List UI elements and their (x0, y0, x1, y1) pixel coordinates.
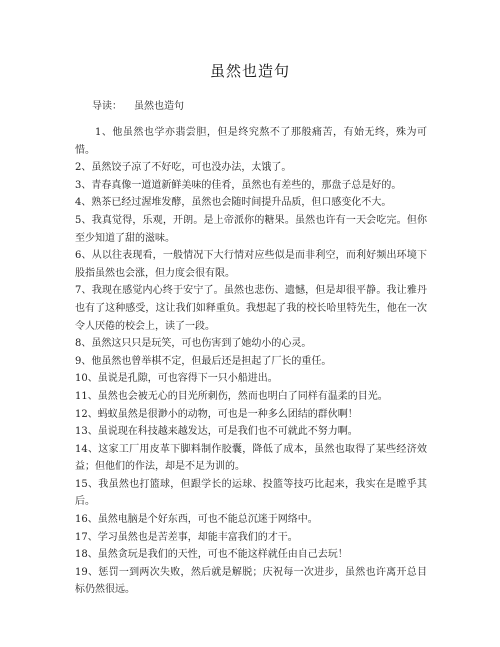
list-item: 15、我虽然也打篮球，但跟学长的运球、投篮等技巧比起来，我实在是瞠乎其后。 (75, 478, 427, 508)
list-item: 17、学习虽然也是苦差事，却能丰富我们的才干。 (75, 531, 298, 543)
list-item: 18、虽然贪玩是我们的天性，可也不能这样就任由自己去玩！ (75, 549, 348, 561)
intro-line (92, 97, 184, 112)
list-item: 11、虽然也会被无心的目光所刺伤，然而也明白了同样有温柔的目光。 (75, 390, 388, 402)
list-item: 14、这家工厂用皮革下脚料制作胶囊，降低了成本，虽然也取得了某些经济效益；但他们的作法，却是不足为训的。 (75, 443, 427, 473)
list-item: 16、虽然电脑是个好东西，可也不能总沉迷于网络中。 (75, 514, 318, 526)
sentence-list (75, 124, 427, 599)
list-item: 5、我真觉得，乐观，开朗。是上帝派你的糖果。虽然也许有一天会吃完。但你至少知道了甜的滋味。 (75, 214, 427, 244)
list-item: 6、从以往表现看，一般情况下大行情对应些似是而非利空，而利好频出环境下股指虽然也会涨，但力度会很有限。 (75, 250, 427, 279)
list-item: 12、蚂蚁虽然是很渺小的动物，可也是一种多么团结的群伙啊！ (75, 408, 358, 420)
list-item: 3、青春真像一道道新鲜美味的佳肴，虽然也有差些的，那盘子总是好的。 (75, 179, 402, 191)
page-title: 虽然也造句 (209, 62, 290, 80)
list-item: 8、虽然这只只是玩笑，可也伤害到了她幼小的心灵。 (75, 338, 312, 350)
list-item: 2、虽然饺子凉了不好吃，可也没办法，太饿了。 (75, 162, 292, 174)
list-item: 13、虽说现在科技越来越发达，可是我们也不可就此不努力啊。 (75, 426, 358, 438)
list-item: 1、他虽然也学亦翡尝胆，但是终究熬不了那般痛苦，有始无终，殊为可惜。 (75, 127, 427, 156)
list-item: 19、惩罚一到两次失败，然后就是解脱；庆祝每一次进步，虽然也许离开总目标仍然很远。 (75, 566, 427, 596)
list-item: 4、熟茶已经过渥堆发酵，虽然也会随时间提升品质，但口感变化不大。 (75, 197, 392, 209)
list-item: 9、他虽然也曾举棋不定，但最后还是担起了厂长的重任。 (75, 355, 332, 367)
intro-value: 虽然也造句 (134, 101, 184, 112)
intro-label: 导读： (92, 101, 122, 112)
list-item: 10、虽说是孔隙，可也容得下一只小船进出。 (75, 373, 278, 385)
list-item: 7、我现在感觉内心终于安宁了。虽然也悲伤、遗憾，但是却很平静。我让雅丹也有了这种感受，这让我们如释重负。我想起了我的校长哈里特先生，他在一次令人厌倦的校会上，读了一段。 (75, 285, 427, 332)
